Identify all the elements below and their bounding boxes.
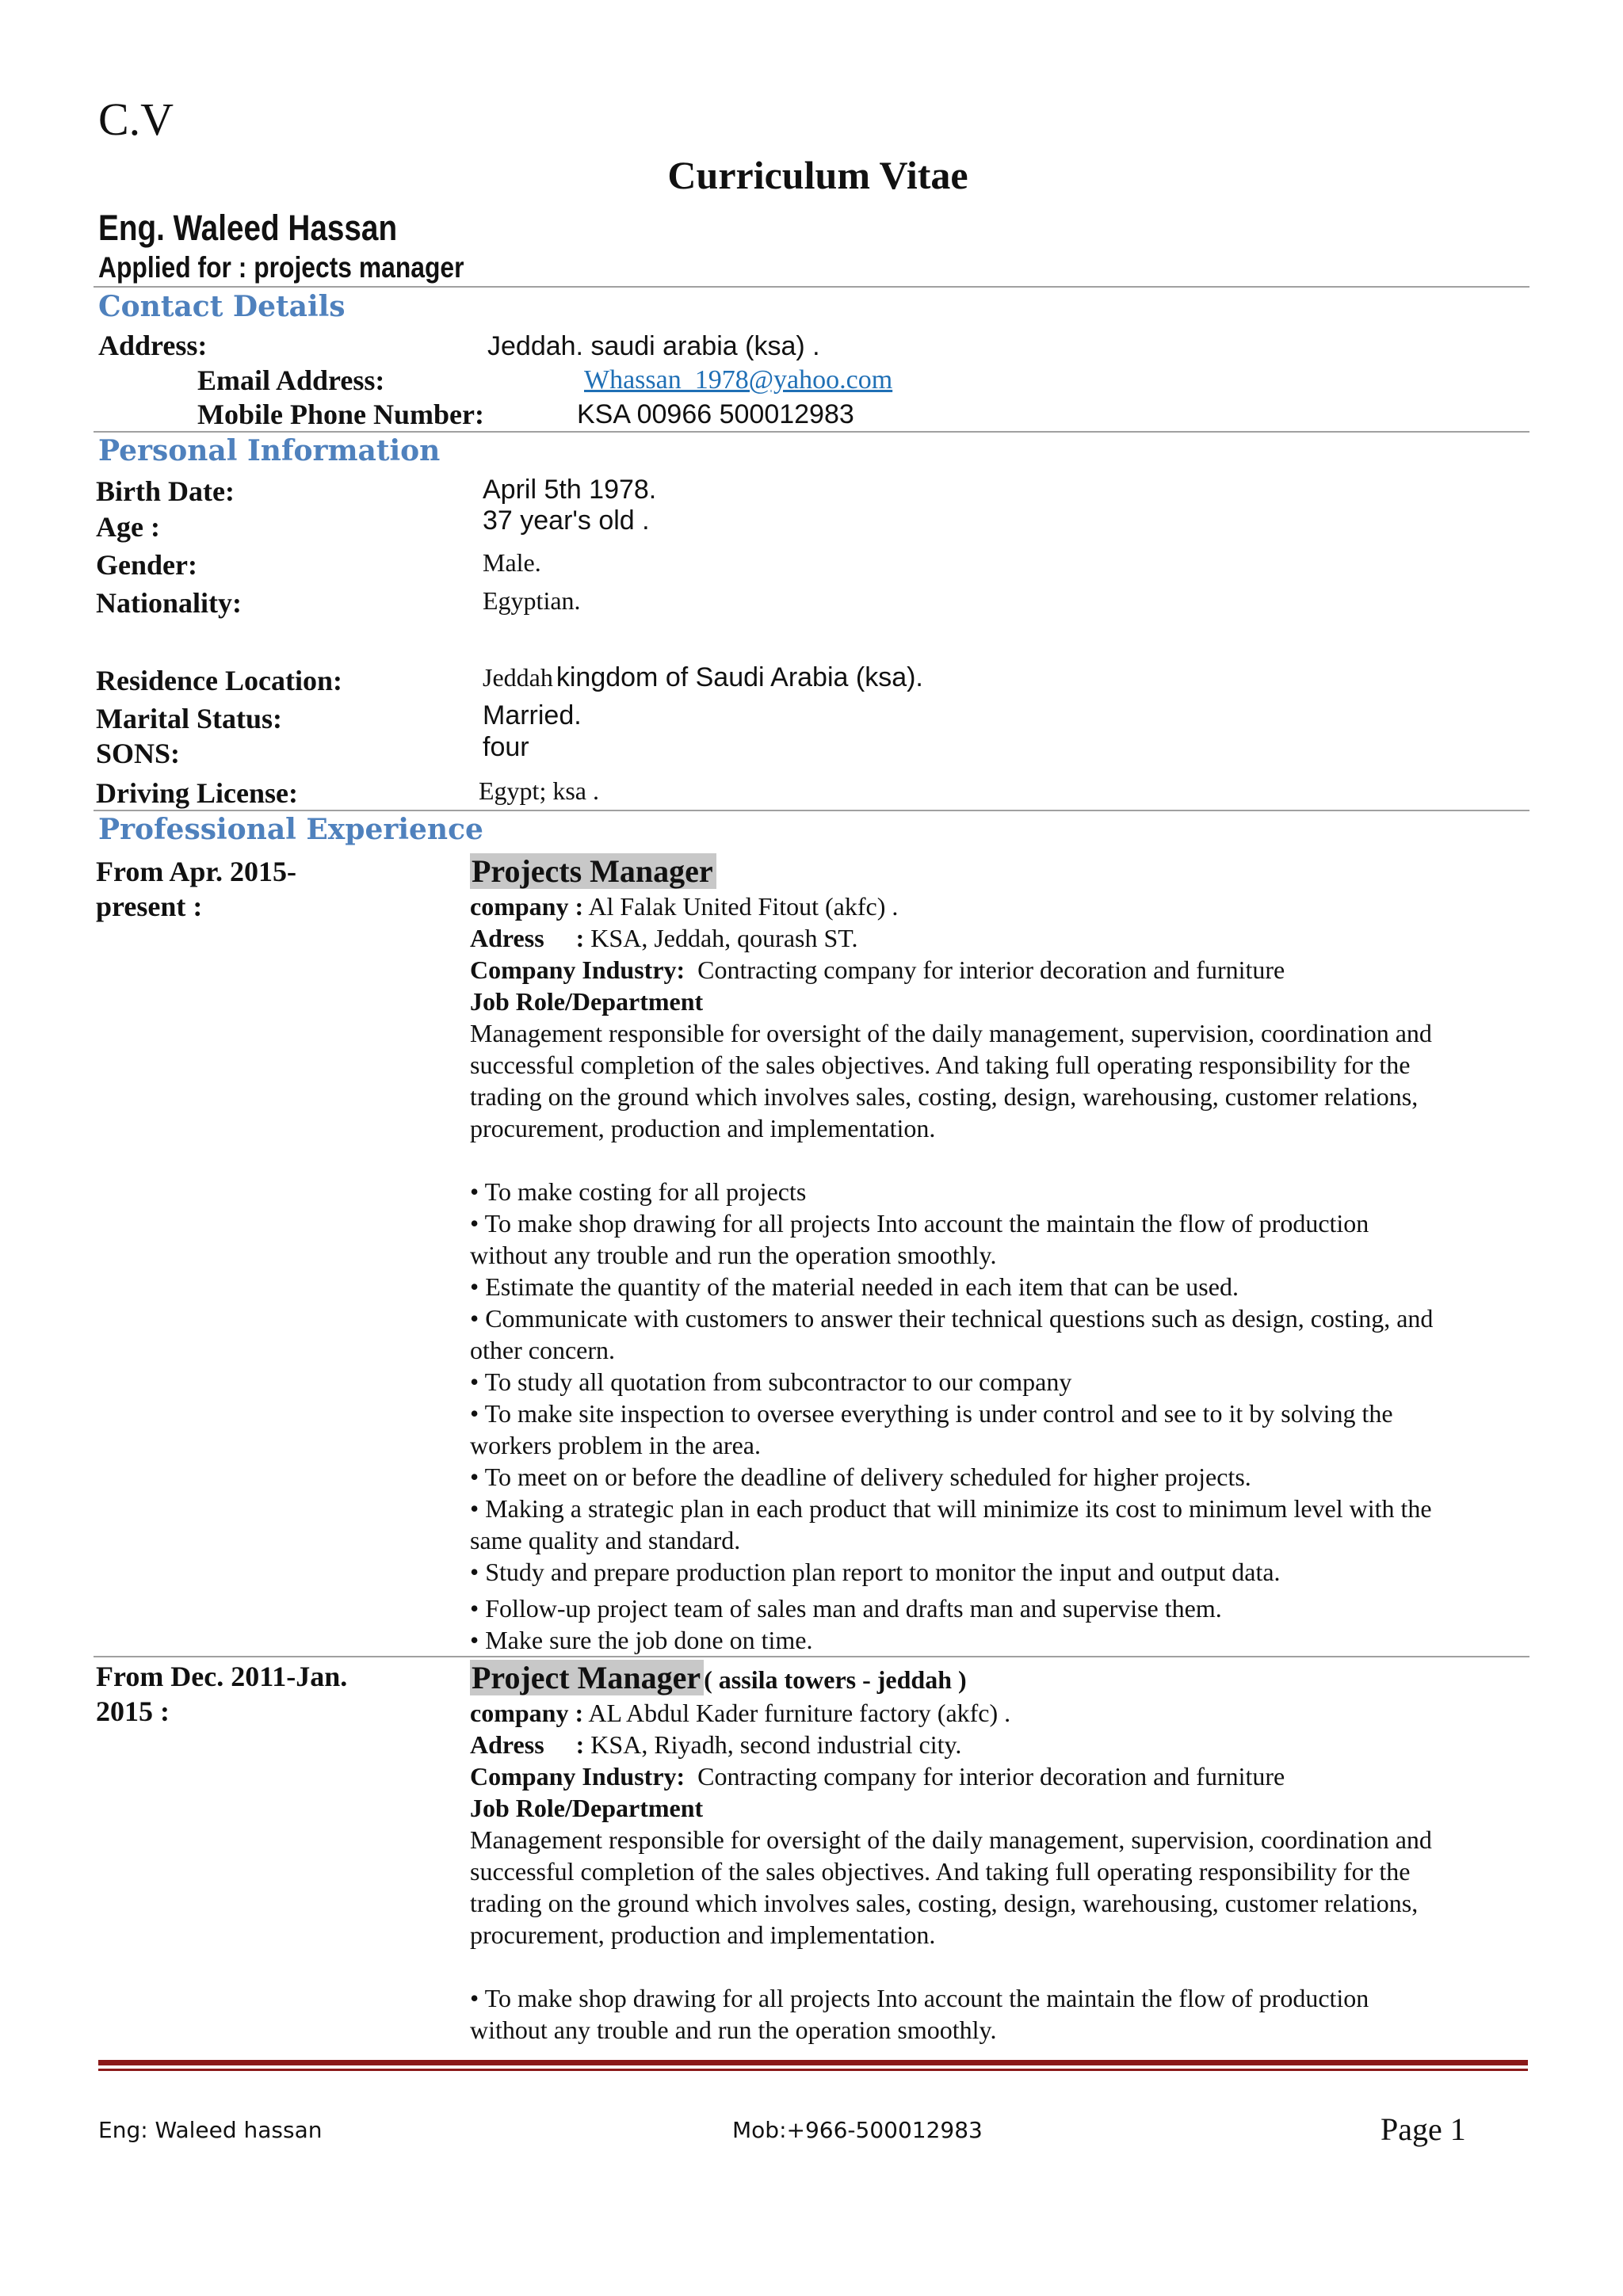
contact-details-heading: Contact Details — [98, 290, 346, 323]
mobile-value: KSA 00966 500012983 — [577, 399, 854, 429]
page-number: Page 1 — [1381, 2111, 1466, 2147]
duty-line: • Follow-up project team of sales man and drafts man and supervise them. — [470, 1594, 1222, 1623]
document-title: Curriculum Vitae — [667, 153, 968, 197]
company-industry-label: Company Industry: — [470, 955, 685, 984]
job-summary-line: procurement, production and implementation. — [470, 1114, 936, 1142]
company-address-label: Adress : — [470, 924, 585, 952]
job-summary-line: trading on the ground which involves sales, costing, design, warehousing, customer relations, — [470, 1889, 1419, 1917]
duty-line: • To make shop drawing for all projects Into account the maintain the flow of production — [470, 1209, 1369, 1238]
address-value: Jeddah. saudi arabia (ksa) . — [487, 331, 820, 361]
duty-line: same quality and standard. — [470, 1526, 741, 1554]
applied-for: Applied for : projects manager — [98, 251, 464, 284]
job-summary-line: successful completion of the sales objectives. And taking full operating responsibility for the — [470, 1051, 1411, 1079]
job-project: ( assila towers - jeddah ) — [704, 1665, 967, 1694]
job-title: Projects Manager — [470, 853, 716, 889]
section-divider — [94, 810, 1529, 811]
job-role-label: Job Role/Department — [470, 987, 704, 1016]
company-industry-label: Company Industry: — [470, 1762, 685, 1791]
job-summary-line: successful completion of the sales objectives. And taking full operating responsibility for the — [470, 1857, 1411, 1886]
job-period-start: From Apr. 2015- — [96, 856, 297, 887]
job-summary-line: trading on the ground which involves sales, costing, design, warehousing, customer relations, — [470, 1082, 1419, 1111]
job-period-end: 2015 : — [96, 1695, 170, 1727]
email-link[interactable]: Whassan_1978@yahoo.com — [584, 365, 893, 395]
duty-line: • To make costing for all projects — [470, 1177, 807, 1206]
birth-date-label: Birth Date: — [96, 475, 235, 507]
gender-label: Gender: — [96, 549, 197, 581]
section-divider — [94, 286, 1529, 288]
company-label: company : — [470, 1699, 584, 1727]
company-label: company : — [470, 892, 584, 921]
job-entry — [470, 852, 1516, 1656]
professional-experience-heading: Professional Experience — [98, 813, 483, 846]
duty-line: • Study and prepare production plan report to monitor the input and output data. — [470, 1558, 1281, 1586]
company-industry-value: Contracting company for interior decoration and furniture — [697, 955, 1285, 984]
duty-line: • To meet on or before the deadline of delivery scheduled for higher projects. — [470, 1463, 1251, 1491]
duty-line: • To make site inspection to oversee everything is under control and see to it by solving the — [470, 1399, 1393, 1428]
marital-status-label: Marital Status: — [96, 703, 282, 734]
job-entry — [470, 1659, 1516, 2046]
residence-city: Jeddah — [483, 663, 553, 692]
duty-line: without any trouble and run the operation smoothly. — [470, 1241, 997, 1269]
residence-label: Residence Location: — [96, 665, 342, 696]
address-label: Address: — [98, 330, 208, 361]
duty-line: • Making a strategic plan in each product that will minimize its cost to minimum level with the — [470, 1494, 1432, 1523]
job-period-end: present : — [96, 891, 203, 922]
job-summary-line: Management responsible for oversight of the daily management, supervision, coordination and — [470, 1019, 1432, 1047]
age-value: 37 year's old . — [483, 505, 650, 536]
personal-information-heading: Personal Information — [98, 434, 441, 467]
duty-line: workers problem in the area. — [470, 1431, 761, 1459]
marital-status-value: Married. — [483, 700, 582, 730]
birth-date-value: April 5th 1978. — [483, 475, 657, 505]
job-period — [96, 854, 296, 924]
job-divider — [94, 1656, 1529, 1657]
driving-license-value: Egypt; ksa . — [479, 776, 599, 805]
driving-license-label: Driving License: — [96, 777, 298, 809]
company-value: AL Abdul Kader furniture factory (akfc) . — [588, 1699, 1011, 1727]
sons-value: four — [483, 732, 529, 762]
email-label: Email Address: — [197, 364, 385, 396]
gender-value: Male. — [483, 548, 541, 577]
nationality-value: Egyptian. — [483, 586, 581, 615]
residence-value — [483, 662, 923, 693]
company-industry-value: Contracting company for interior decoration and furniture — [697, 1762, 1285, 1791]
footer-mobile: Mob:+966-500012983 — [732, 2117, 983, 2143]
sons-label: SONS: — [96, 738, 181, 769]
cv-mark: C.V — [98, 93, 174, 145]
company-address-value: KSA, Riyadh, second industrial city. — [590, 1730, 962, 1759]
age-label: Age : — [96, 511, 160, 543]
company-address-label: Adress : — [470, 1730, 585, 1759]
duty-line: • Estimate the quantity of the material needed in each item that can be used. — [470, 1272, 1239, 1301]
footer-rule — [98, 2069, 1528, 2071]
job-summary-line: procurement, production and implementation. — [470, 1920, 936, 1949]
duty-line: other concern. — [470, 1336, 616, 1364]
residence-country: kingdom of Saudi Arabia (ksa). — [556, 662, 923, 692]
job-summary-line: Management responsible for oversight of the daily management, supervision, coordination and — [470, 1825, 1432, 1854]
duty-line: • Make sure the job done on time. — [470, 1626, 813, 1654]
duty-line: • To study all quotation from subcontractor to our company — [470, 1367, 1072, 1396]
job-period-start: From Dec. 2011-Jan. — [96, 1661, 348, 1692]
footer-rule — [98, 2060, 1528, 2065]
duty-line: without any trouble and run the operation smoothly. — [470, 2016, 997, 2044]
job-period — [96, 1659, 347, 1729]
mobile-label: Mobile Phone Number: — [197, 399, 484, 430]
duty-line: • Communicate with customers to answer their technical questions such as design, costing, and — [470, 1304, 1434, 1333]
nationality-label: Nationality: — [96, 587, 242, 619]
job-role-label: Job Role/Department — [470, 1794, 704, 1822]
job-title: Project Manager — [470, 1660, 704, 1695]
duty-line: • To make shop drawing for all projects Into account the maintain the flow of production — [470, 1984, 1369, 2012]
section-divider — [94, 431, 1529, 433]
candidate-name: Eng. Waleed Hassan — [98, 208, 398, 248]
footer-author: Eng: Waleed hassan — [98, 2117, 323, 2143]
company-address-value: KSA, Jeddah, qourash ST. — [590, 924, 858, 952]
company-value: Al Falak United Fitout (akfc) . — [588, 892, 899, 921]
